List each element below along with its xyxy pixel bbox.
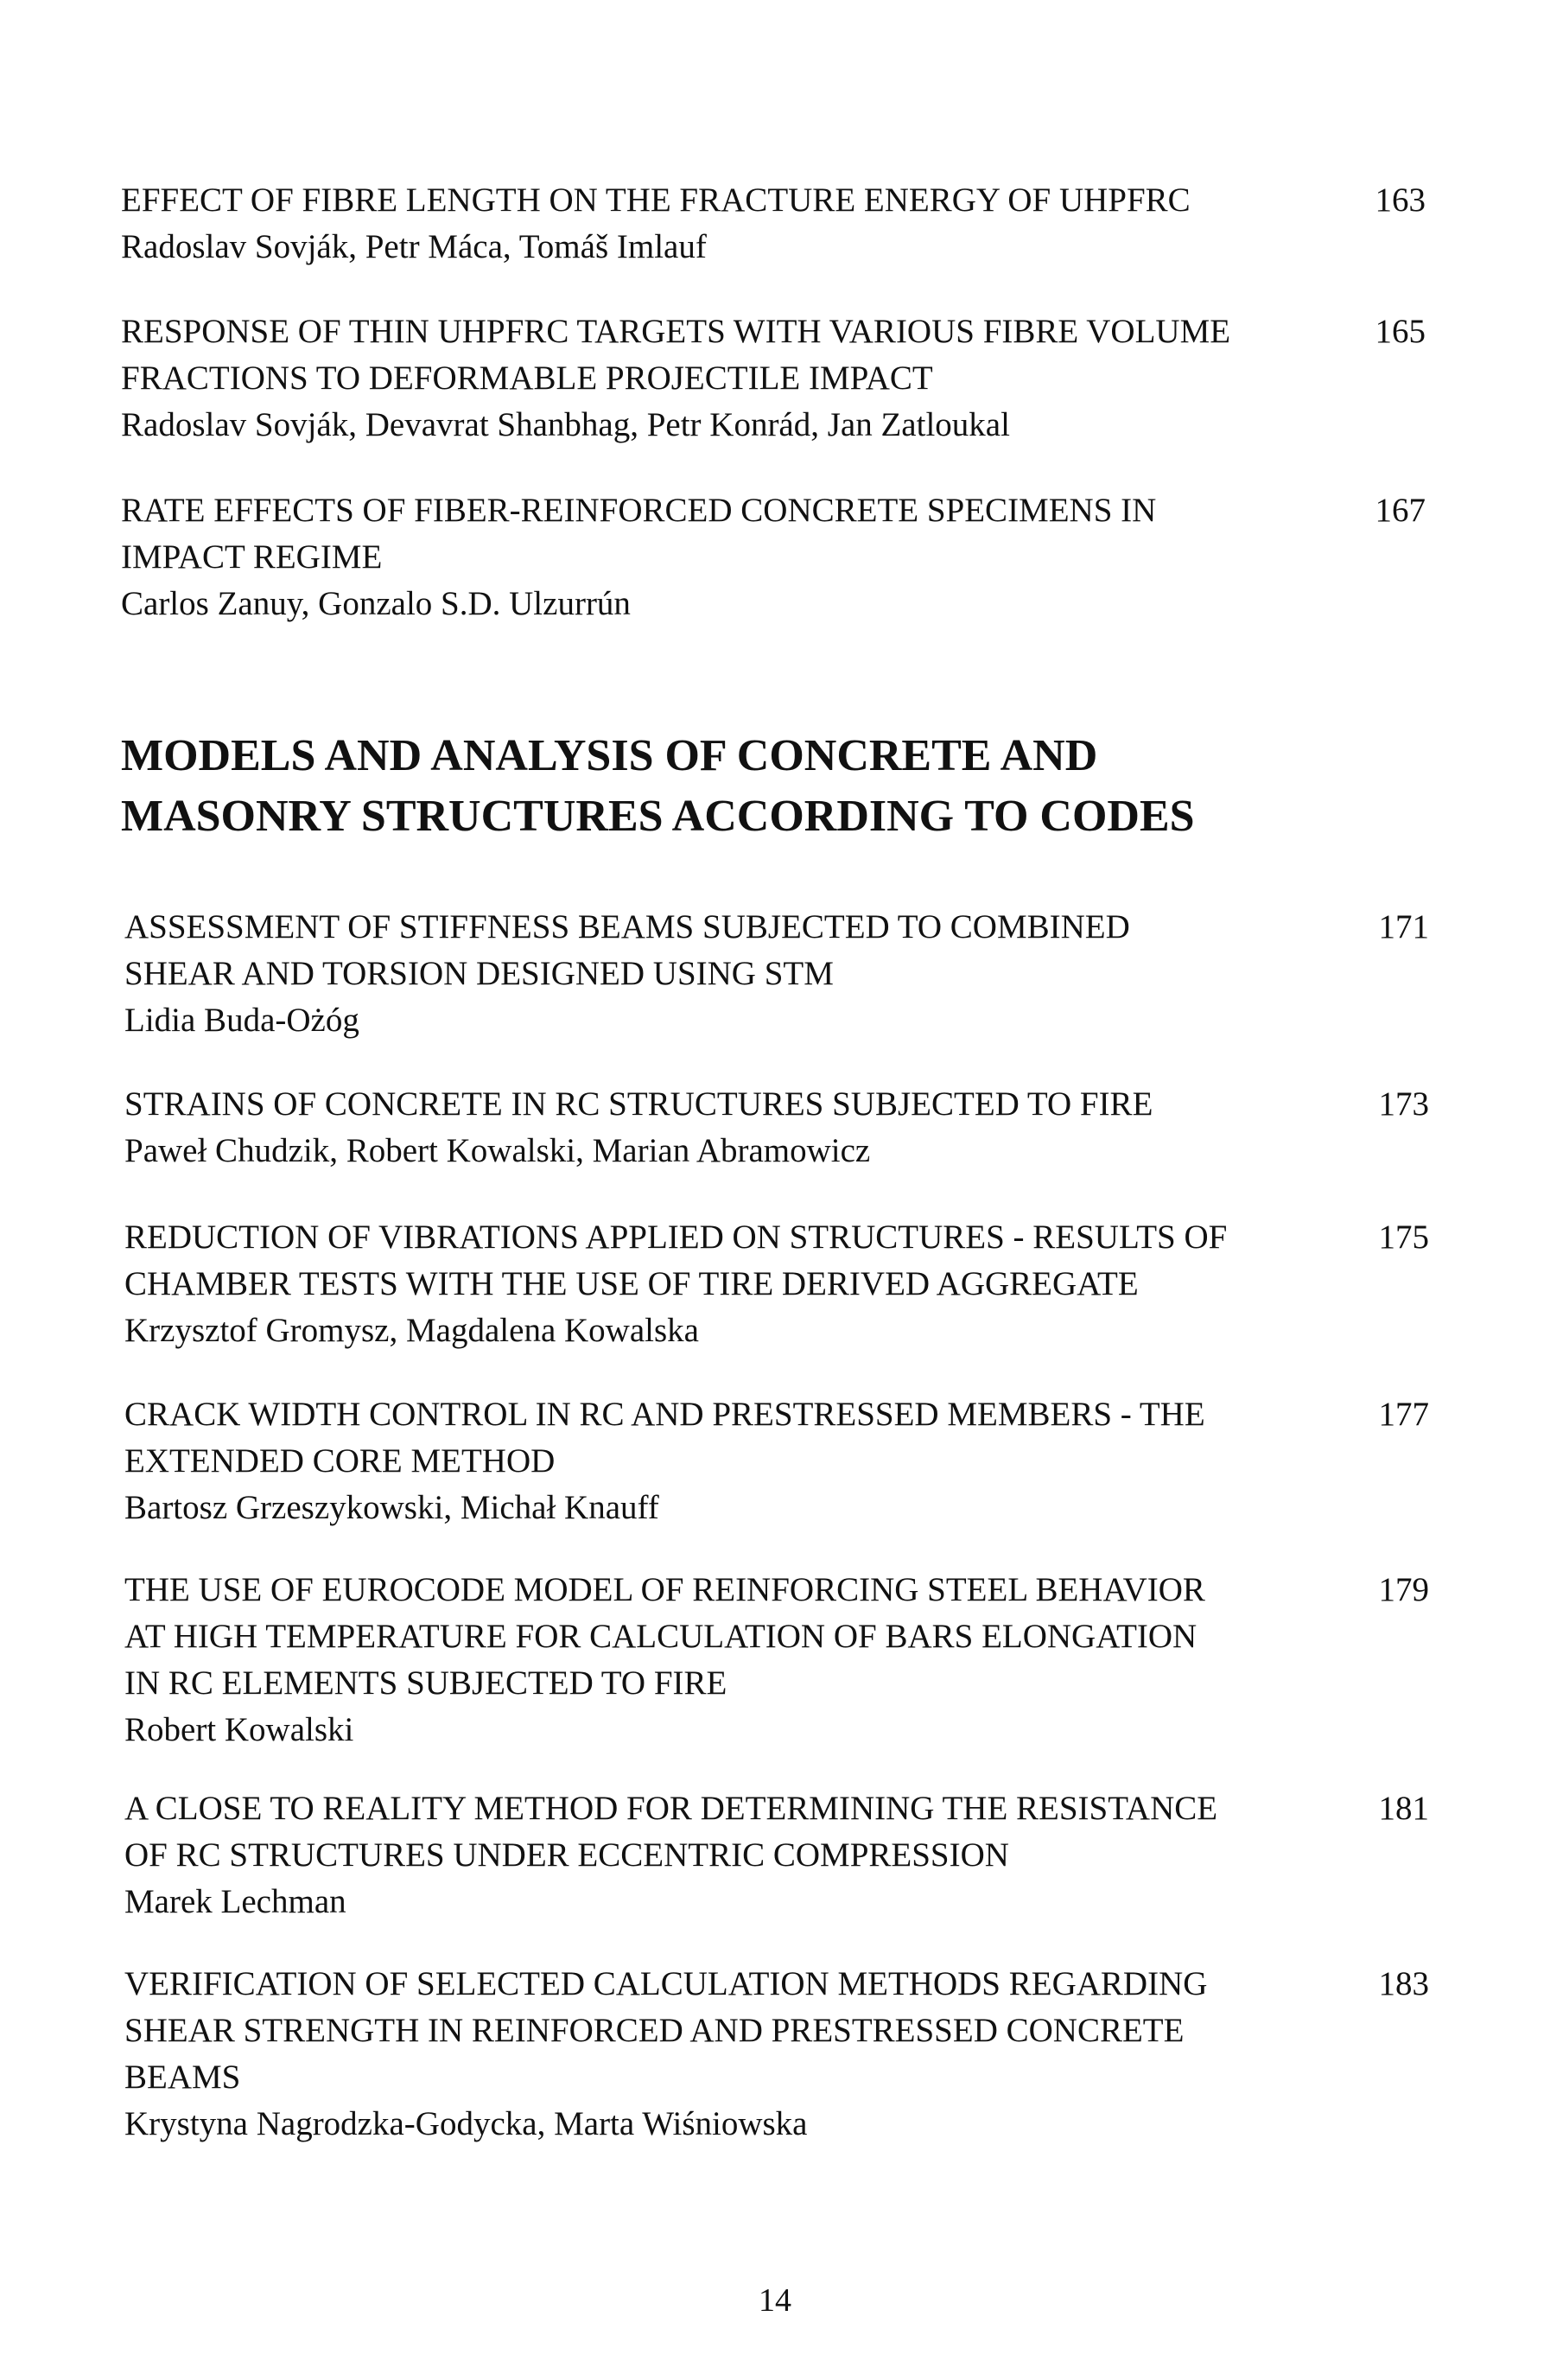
entry-title-line: AT HIGH TEMPERATURE FOR CALCULATION OF BARS ELONGATION xyxy=(124,1618,1197,1655)
entry-title-line: EXTENDED CORE METHOD xyxy=(124,1442,556,1480)
entry-page-number: 163 xyxy=(1375,181,1426,219)
toc-entry xyxy=(124,1785,1472,1925)
entry-page-number: 175 xyxy=(1378,1219,1429,1256)
entry-page-number: 183 xyxy=(1378,1965,1429,2002)
toc-entry xyxy=(124,1081,1472,1174)
entry-title-line: IMPACT REGIME xyxy=(121,538,383,576)
entry-authors: Paweł Chudzik, Robert Kowalski, Marian Abramowicz xyxy=(124,1132,871,1169)
entry-title-line: CHAMBER TESTS WITH THE USE OF TIRE DERIVED AGGREGATE xyxy=(124,1265,1139,1302)
entry-authors: Lidia Buda-Ożóg xyxy=(124,1002,359,1039)
entry-page-number: 171 xyxy=(1378,908,1429,945)
entry-title-line: BEAMS xyxy=(124,2059,241,2096)
toc-entry xyxy=(124,1567,1472,1753)
entry-title-line: EFFECT OF FIBRE LENGTH ON THE FRACTURE ENERGY OF UHPFRC xyxy=(121,181,1191,219)
entry-authors: Krystyna Nagrodzka-Godycka, Marta Wiśniowska xyxy=(124,2105,808,2142)
entry-page-number: 173 xyxy=(1378,1085,1429,1123)
entry-page-number: 181 xyxy=(1378,1790,1429,1827)
entry-title-line: VERIFICATION OF SELECTED CALCULATION METHODS REGARDING xyxy=(124,1965,1208,2002)
toc-entry xyxy=(124,1961,1472,2148)
section-heading xyxy=(121,726,1195,847)
toc-entry xyxy=(121,309,1469,449)
entry-title-line: FRACTIONS TO DEFORMABLE PROJECTILE IMPACT xyxy=(121,360,933,397)
entry-authors: Krzysztof Gromysz, Magdalena Kowalska xyxy=(124,1312,699,1349)
entry-authors: Carlos Zanuy, Gonzalo S.D. Ulzurrún xyxy=(121,585,631,622)
toc-entry xyxy=(124,1391,1472,1531)
entry-title-line: A CLOSE TO REALITY METHOD FOR DETERMINING THE RESISTANCE xyxy=(124,1790,1218,1827)
entry-title-line: RESPONSE OF THIN UHPFRC TARGETS WITH VARIOUS FIBRE VOLUME xyxy=(121,313,1231,350)
entry-title-line: IN RC ELEMENTS SUBJECTED TO FIRE xyxy=(124,1664,727,1702)
section-heading-line: MODELS AND ANALYSIS OF CONCRETE AND xyxy=(121,731,1098,780)
entry-authors: Radoslav Sovják, Petr Máca, Tomáš Imlauf xyxy=(121,228,707,265)
toc-entry xyxy=(124,1214,1472,1354)
toc-entry xyxy=(124,904,1472,1044)
entry-title-line: STRAINS OF CONCRETE IN RC STRUCTURES SUBJECTED TO FIRE xyxy=(124,1085,1153,1123)
entry-title-line: RATE EFFECTS OF FIBER-REINFORCED CONCRETE SPECIMENS IN xyxy=(121,492,1157,529)
entry-authors: Robert Kowalski xyxy=(124,1711,354,1748)
entry-title-line: SHEAR AND TORSION DESIGNED USING STM xyxy=(124,955,834,992)
entry-page-number: 179 xyxy=(1378,1571,1429,1608)
section-heading-line: MASONRY STRUCTURES ACCORDING TO CODES xyxy=(121,792,1195,841)
entry-title-line: OF RC STRUCTURES UNDER ECCENTRIC COMPRESSION xyxy=(124,1836,1009,1874)
entry-authors: Radoslav Sovják, Devavrat Shanbhag, Petr Konrád, Jan Zatloukal xyxy=(121,406,1010,443)
entry-title-line: THE USE OF EUROCODE MODEL OF REINFORCING STEEL BEHAVIOR xyxy=(124,1571,1205,1608)
entry-page-number: 165 xyxy=(1375,313,1426,350)
entry-authors: Marek Lechman xyxy=(124,1883,346,1920)
entry-title-line: ASSESSMENT OF STIFFNESS BEAMS SUBJECTED TO COMBINED xyxy=(124,908,1130,945)
entry-title-line: REDUCTION OF VIBRATIONS APPLIED ON STRUCTURES - RESULTS OF xyxy=(124,1219,1228,1256)
toc-entry xyxy=(121,177,1469,270)
entry-title-line: CRACK WIDTH CONTROL IN RC AND PRESTRESSED MEMBERS - THE xyxy=(124,1396,1205,1433)
entry-page-number: 177 xyxy=(1378,1396,1429,1433)
page-number: 14 xyxy=(759,2282,791,2319)
toc-entry xyxy=(121,487,1469,627)
entry-title-line: SHEAR STRENGTH IN REINFORCED AND PRESTRESSED CONCRETE xyxy=(124,2012,1185,2049)
entry-page-number: 167 xyxy=(1375,492,1426,529)
entry-authors: Bartosz Grzeszykowski, Michał Knauff xyxy=(124,1489,659,1526)
